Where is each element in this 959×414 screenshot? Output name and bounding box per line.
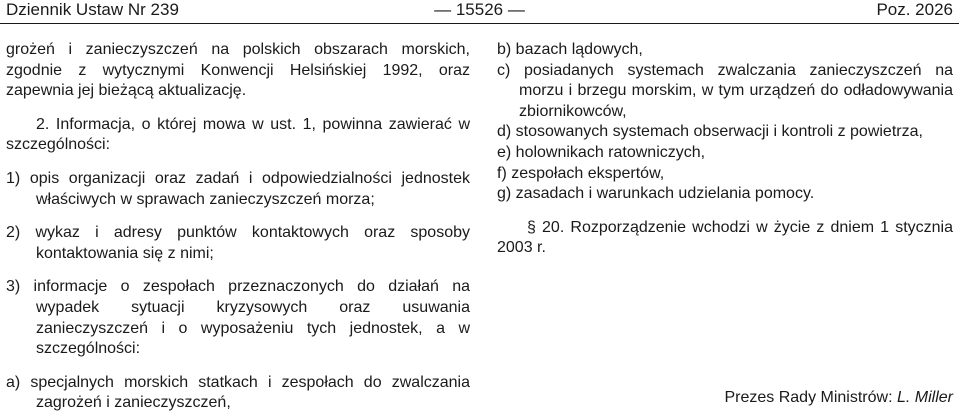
list-item-3: 3) informacje o zespołach przeznaczonych do działań na wypadek sytuacji kryzysowych oraz usuwania zanieczyszczeń i o wyposażeniu tych jednostek, a w szczególności: [6, 278, 470, 358]
list-item-3b: b) bazach lądowych, [497, 41, 643, 58]
page-number: — 15526 — [434, 0, 525, 19]
list-item-2: 2) wykaz i adresy punktów kontaktowych oraz sposoby kontaktowania się z nimi; [6, 224, 470, 262]
list-item-3f: f) zespołach ekspertów, [497, 164, 665, 182]
signature-name: L. Miller [896, 389, 953, 406]
item-position: Poz. 2026 [876, 0, 953, 19]
intro-paragraph: grożeń i zanieczyszczeń na polskich obszarach morskich, zgodnie z wytycznymi Konwencji Helsińskiej 1992, oraz zapewnia jej bieżącą aktualizację. [6, 41, 470, 100]
signature [724, 388, 953, 408]
list-item-3c: c) posiadanych systemach zwalczania zanieczyszczeń na morzu i brzegu morskim, w tym urządzeń do odładowywania zbiornikowców, [497, 61, 953, 120]
list-item-1: 1) opis organizacji oraz zadań i odpowiedzialności jednostek właściwych w sprawach zanieczyszczeń morza; [6, 169, 470, 208]
list-item-3e: e) holownikach ratowniczych, [497, 143, 706, 161]
section-20: § 20. Rozporządzenie wchodzi w życie z dniem 1 stycznia 2003 r. [497, 218, 953, 257]
left-column [6, 40, 470, 414]
paragraph-item-2: 2. Informacja, o której mowa w ust. 1, powinna zawierać w szczególności: [6, 115, 470, 154]
header-rule [0, 23, 959, 24]
list-item-3a: a) specjalnych morskich statkach i zespołach do zwalczania zagrożeń i zanieczyszczeń, [6, 373, 470, 412]
right-column [497, 40, 953, 259]
signature-title: Prezes Rady Ministrów: [724, 389, 897, 406]
publication-title: Dziennik Ustaw Nr 239 [6, 0, 179, 19]
list-item-3g: g) zasadach i warunkach udzielania pomocy. [497, 185, 815, 203]
list-item-3d: d) stosowanych systemach obserwacji i kontroli z powietrza, [497, 123, 923, 141]
page-header [0, 0, 959, 24]
